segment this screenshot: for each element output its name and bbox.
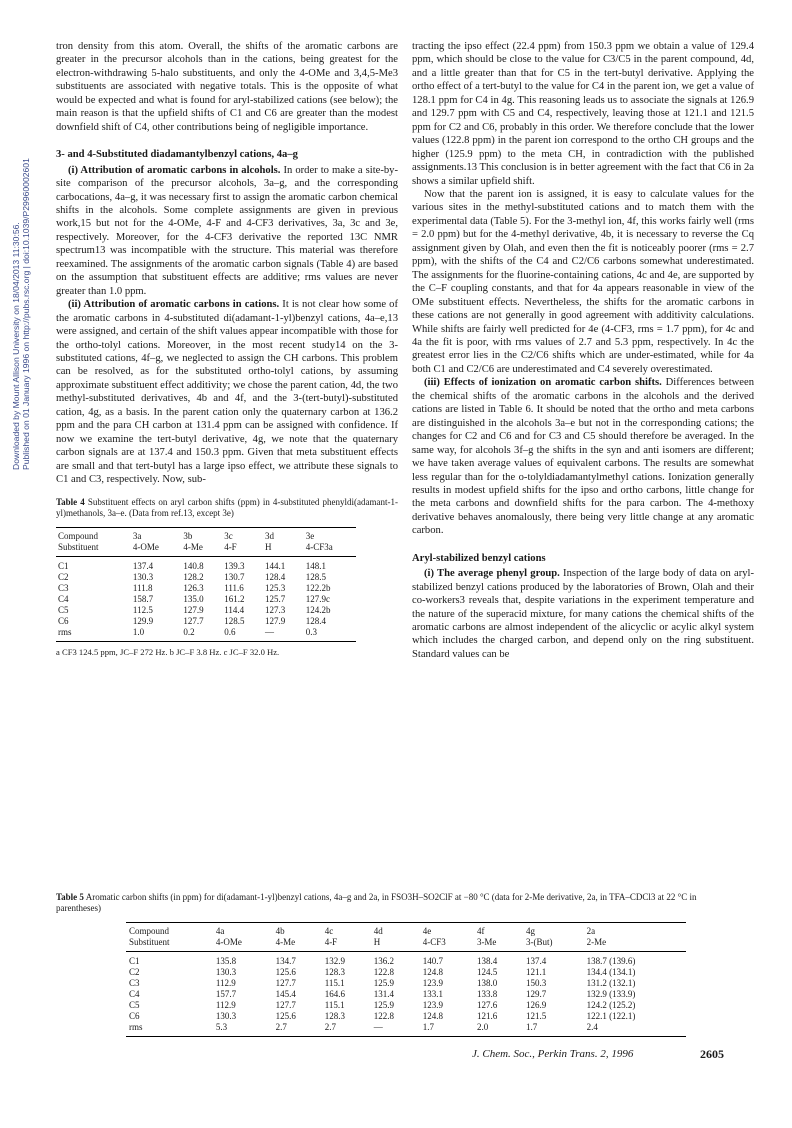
table-cell: 5.3 (213, 1022, 273, 1037)
table-header-row (56, 527, 356, 542)
paragraph-text: It is not clear how some of the aromatic carbons in 4-substituted di(adamant-1-yl)benzyl cations, 4a–e,13 were assigned, and certain of the shift values appear incompatible with those for the ortho-tolyl cations. Moreover, in the most recent study14 on the 3-substituted cations, 4f–g, we neglected to assign the CH carbons. This problem can be resolved, as for the substituted ortho-tolyl cations, by assuming approximate substituent effect additivity; we chose the parent cation, 4d, the two methyl-substituted derivatives, 4b and 4f, and the 3-(tert-butyl)-substituted cation, 4g, as a basis. In the parent cation only the quaternary carbon at 136.2 ppm and the para CH carbon at 131.4 ppm can be assigned with confidence. If now we examine the tert-butyl derivative, 4g, we note that the quaternary carbon signals are at 137.4 and 150.3 ppm. Given that meta substituent effects are small and that tert-butyl has a large ipso effect, we attribute these signals to C1 and C3, respectively. Now, sub- (56, 299, 399, 486)
paragraph (412, 567, 754, 661)
table-cell: 115.1 (324, 978, 345, 988)
table-cell: 125.7 (264, 593, 286, 604)
table-cell: 123.9 (422, 978, 443, 988)
header-cell: Compound (56, 527, 131, 542)
paragraph (56, 164, 398, 299)
table5 (126, 922, 686, 1037)
table-cell: 144.1 (264, 560, 286, 571)
header-cell: 2a (584, 923, 686, 938)
table-header-row (56, 542, 356, 557)
table-row (126, 1000, 686, 1011)
caption-text: Aromatic carbon shifts (in ppm) for di(adamant-1-yl)benzyl cations, 4a–g and 2a, in FSO3H–SO2ClF at −80 °C (data for 2-Me derivative, 2a, in TFA–CDCl3 at 22 °C in parentheses) (56, 892, 697, 913)
header-cell: 4-OMe (213, 937, 273, 952)
header-cell: 4d (371, 923, 420, 938)
table-cell: 127.7 (183, 615, 204, 626)
table-row (56, 583, 356, 594)
table-row (126, 952, 686, 968)
table-cell: 139.3 (224, 560, 245, 571)
table-cell: 111.6 (224, 582, 244, 593)
table-row (56, 594, 356, 605)
table-cell: 121.6 (476, 1011, 498, 1021)
table-row (56, 556, 356, 572)
table-cell: 136.2 (373, 956, 394, 966)
table-cell: 127.9 (183, 604, 204, 615)
row-label: C3 (58, 582, 69, 593)
header-cell: 3c (222, 527, 263, 542)
table-row (126, 1022, 686, 1037)
table-cell: 138.0 (476, 978, 498, 988)
header-cell: 4-Me (181, 542, 222, 557)
table-cell: 127.9c (305, 593, 331, 604)
table-label: Table 5 (56, 892, 84, 902)
table-cell: 128.4 (305, 615, 327, 626)
caption-text: Substituent effects on aryl carbon shifts (ppm) in 4-substituted phenyldi(adamant-1-yl)methanols, 3a–e. (Data from ref.13, except 3e) (56, 496, 398, 518)
header-cell: 4e (420, 923, 474, 938)
table-cell: 114.4 (224, 604, 245, 615)
table-cell: 127.9 (264, 615, 286, 626)
table-header-row (126, 923, 686, 938)
table-cell: — (371, 1022, 420, 1037)
paragraph: tracting the ipso effect (22.4 ppm) from 150.3 ppm we obtain a value of 129.4 ppm, which should be close to the value for C3/C5 in the parent compound, 4d, and a little greater than that for C5 in the tert-butyl derivative. Applying the ortho effect of a tert-butyl to the value for C4 in the parent ion, we get a value of 128.1 ppm for C4 in 4g. This reasoning leads us to associate the signals at 126.9 and 129.7 ppm with C5 and C4, respectively, leaving those at 121.1 and 121.5 ppm for C2 and C6, probably in this order. We therefore conclude that the lower values (122.8 ppm) in the parent ion correspond to the ortho CH groups and the higher (125.9 ppm) to the meta CH, in contradiction with the published assignments.13 This conclusion is in better agreement with the fact that C6 in 2a shows a similar upfield shift. (412, 41, 754, 187)
table-cell: 124.8 (422, 967, 443, 977)
table-cell: 124.2b (305, 604, 331, 615)
table-cell: 126.9 (525, 1000, 547, 1010)
table4 (56, 527, 356, 642)
page-number: 2605 (700, 1047, 724, 1061)
table-cell: 125.6 (275, 1011, 296, 1021)
journal-citation: J. Chem. Soc., Perkin Trans. 2, 1996 (472, 1048, 634, 1060)
header-cell: 2-Me (584, 937, 686, 952)
paragraph-text: In order to make a site-by-site comparison of the precursor alcohols, 3a–g, and the corresponding carbocations, 4a–g, it was necessary first to assign the aromatic carbon chemical shifts in the alcohols. Some complete assignments are given in previous work,15 but not for the 4-OMe, 4-F and 4-CF3 derivatives, 3a, 3c and 3e, respectively. Moreover, for the 4-CF3 derivative the reported 13C NMR spectrum13 was incompatible with the structure. This material was therefore reexamined. The assignments of the aromatic carbon signals (Table 4) are based on the assumption that substituent effects are additive; rms values are never greater than 1.0 ppm. (56, 164, 398, 297)
row-label: C3 (129, 978, 140, 988)
header-cell: H (371, 937, 420, 952)
section-heading: Aryl-stabilized benzyl cations (412, 552, 546, 564)
table-cell: 122.8 (373, 1011, 394, 1021)
header-cell: Compound (126, 923, 213, 938)
table-cell: 129.7 (525, 989, 547, 999)
row-label: rms (126, 1022, 213, 1037)
table-cell: 0.3 (304, 627, 356, 642)
download-notice: Downloaded by Mount Allison University on 18/04/2013 11:30:56. (11, 222, 21, 470)
table-cell: 128.5 (224, 615, 245, 626)
row-label: C1 (129, 956, 140, 966)
table-cell: 112.9 (215, 1000, 236, 1010)
table-cell: 131.2 (132.1) (586, 978, 636, 988)
table-cell: 138.4 (476, 956, 498, 966)
table-cell: 128.3 (324, 1011, 345, 1021)
table-cell: 161.2 (224, 593, 245, 604)
header-cell: 4-Me (273, 937, 322, 952)
header-cell: 4g (523, 923, 584, 938)
table-cell: 128.4 (264, 571, 286, 582)
table-cell: 124.2 (125.2) (586, 1000, 636, 1010)
header-cell: 4-F (322, 937, 371, 952)
row-label: C4 (129, 989, 140, 999)
table-cell: — (263, 627, 304, 642)
header-cell: 4f (474, 923, 523, 938)
table-cell: 123.9 (422, 1000, 443, 1010)
table-cell: 127.7 (275, 1000, 296, 1010)
table-cell: 122.2b (305, 582, 331, 593)
table-cell: 130.3 (215, 1011, 237, 1021)
header-cell: Substituent (126, 937, 213, 952)
table-cell: 111.8 (132, 582, 153, 593)
table-cell: 138.7 (139.6) (586, 956, 636, 966)
header-cell: 4b (273, 923, 322, 938)
paragraph (56, 298, 398, 486)
header-cell: Substituent (56, 542, 131, 557)
header-cell: 4a (213, 923, 273, 938)
table-row (126, 978, 686, 989)
table-cell: 0.6 (222, 627, 263, 642)
header-cell: 4c (322, 923, 371, 938)
table-cell: 130.7 (224, 571, 245, 582)
table-cell: 1.7 (523, 1022, 584, 1037)
table5-caption (56, 892, 732, 914)
row-label: C2 (58, 571, 69, 582)
table-cell: 0.2 (181, 627, 222, 642)
table-row (56, 627, 356, 642)
table-cell: 121.1 (525, 967, 547, 977)
table-cell: 125.6 (275, 967, 296, 977)
table5-block (56, 892, 732, 1037)
table-label: Table 4 (56, 496, 85, 507)
table-cell: 137.4 (132, 560, 154, 571)
table-cell: 164.6 (324, 989, 345, 999)
header-cell: 4-CF3 (420, 937, 474, 952)
table-cell: 134.4 (134.1) (586, 967, 636, 977)
row-label: C5 (129, 1000, 140, 1010)
table-row (126, 967, 686, 978)
table-header-row (126, 937, 686, 952)
table-row (126, 1011, 686, 1022)
table-row (56, 572, 356, 583)
table-cell: 1.7 (420, 1022, 474, 1037)
paragraph: Now that the parent ion is assigned, it is easy to calculate values for the various sites in the methyl-substituted cations and to match them with the experimental data (Table 5). For the 3-methyl ion, 4f, this works fairly well (rms = 2.0 ppm) but for the 4-methyl derivative, 4b, it is necessary to reverse the Cq assignment given by Olah, and even then the fit is noticeably poorer (rms = 2.7 ppm), with the shifts of the C4 and C2/C6 carbons somewhat underestimated. The assignments for the fluorine-containing cations, 4c and 4e, are supported by the C–F coupling constants, and that for 4a appears reasonable in view of the OMe substituent effects. Nevertheless, the shifts for the aromatic carbons in these cations are not generally in good agreement with additivity calculations. While shifts are fairly well predicted for 4e (4-CF3, rms = 1.7 ppm), for 4c and 4a the fit is poor, with rms values of 2.7 and 5.3 ppm, respectively. In 4c the greatest error lies in the C2/C6 shifts which are under-estimated, while for 4a both C1 and C2/C6 are underestimated and C4 severely overestimated. (412, 188, 754, 375)
paragraph-lead: (i) Attribution of aromatic carbons in alcohols. (68, 164, 281, 176)
header-cell: 3-(But) (523, 937, 584, 952)
table-cell: 112.9 (215, 978, 236, 988)
table-cell: 135.0 (183, 593, 204, 604)
header-cell: 3a (131, 527, 181, 542)
table-cell: 115.1 (324, 1000, 345, 1010)
row-label: C6 (58, 615, 69, 626)
table-cell: 122.1 (122.1) (586, 1011, 636, 1021)
table-cell: 150.3 (525, 978, 547, 988)
table-cell: 134.7 (275, 956, 296, 966)
table-cell: 135.8 (215, 956, 237, 966)
table5-body (126, 952, 686, 1037)
table-cell: 112.5 (132, 604, 153, 615)
left-column (56, 40, 398, 659)
table-row (56, 616, 356, 627)
row-label: rms (56, 627, 131, 642)
table-cell: 128.5 (305, 571, 327, 582)
table-cell: 124.5 (476, 967, 498, 977)
header-cell: 3b (181, 527, 222, 542)
table-cell: 148.1 (305, 560, 327, 571)
table-cell: 129.9 (132, 615, 154, 626)
table-cell: 157.7 (215, 989, 237, 999)
table-cell: 2.7 (322, 1022, 371, 1037)
right-column (412, 40, 754, 661)
paragraph-lead: (i) The average phenyl group. (424, 568, 560, 580)
table-cell: 125.3 (264, 582, 286, 593)
header-cell: 4-OMe (131, 542, 181, 557)
header-cell: 3e (304, 527, 356, 542)
download-sidebar (0, 0, 31, 1128)
row-label: C6 (129, 1011, 140, 1021)
paragraph-lead: (ii) Attribution of aromatic carbons in cations. (68, 299, 280, 311)
table4-footnote: a CF3 124.5 ppm, JC–F 272 Hz. b JC–F 3.8 Hz. c JC–F 32.0 Hz. (56, 646, 280, 657)
header-cell: H (263, 542, 304, 557)
table-cell: 137.4 (525, 956, 547, 966)
table-cell: 131.4 (373, 989, 394, 999)
header-cell: 3d (263, 527, 304, 542)
row-label: C2 (129, 967, 140, 977)
header-cell: 4-CF3a (304, 542, 356, 557)
section-heading: 3- and 4-Substituted diadamantylbenzyl cations, 4a–g (56, 149, 298, 161)
paragraph-text: Inspection of the large body of data on aryl-stabilized benzyl cations produced by the laboratories of Brown, Olah and their co-workers3 reveals that, despite variations in the experiment temperature and the nature of the superacid mixture, for many cations the chemical shifts of the aromatic carbons are almost independent of the alicyclic or acylic alkyl system which includes the charged carbon, and depend only on the ring substituent. Standard values can be (412, 568, 754, 660)
table-cell: 2.0 (474, 1022, 523, 1037)
paragraph: tron density from this atom. Overall, the shifts of the aromatic carbons are greater in the precursor alcohols than in the cations, being greatest for the electron-withdrawing 5-halo substituents, and only the 4-OMe and 3,4,5-Me3 substituents are associated with negative totals. This is the opposite of what would be expected and what is found for aryl-stabilized cations (see below); the main reason is that the upfield shifts of C1 and C6 are greater than the modest downfield shift of C4, other contributions being of negligible importance. (56, 41, 398, 133)
table-cell: 121.5 (525, 1011, 547, 1021)
publication-notice[interactable]: Published on 01 January 1996 on http://pubs.rsc.org | doi:10.1039/P29960002601 (21, 158, 31, 470)
table-cell: 145.4 (275, 989, 296, 999)
table-cell: 2.7 (273, 1022, 322, 1037)
table-cell: 2.4 (584, 1022, 686, 1037)
table-cell: 126.3 (183, 582, 204, 593)
header-cell: 3-Me (474, 937, 523, 952)
table-cell: 132.9 (133.9) (586, 989, 636, 999)
table-cell: 128.3 (324, 967, 345, 977)
table-row (56, 605, 356, 616)
table-row (126, 989, 686, 1000)
table-cell: 140.8 (183, 560, 204, 571)
table-cell: 140.7 (422, 956, 443, 966)
table-cell: 158.7 (132, 593, 154, 604)
table-cell: 133.1 (422, 989, 443, 999)
table-cell: 128.2 (183, 571, 204, 582)
row-label: C4 (58, 593, 69, 604)
row-label: C1 (58, 560, 69, 571)
table-cell: 127.6 (476, 1000, 498, 1010)
table-cell: 125.9 (373, 1000, 394, 1010)
table-cell: 130.3 (132, 571, 154, 582)
row-label: C5 (58, 604, 69, 615)
table-cell: 122.8 (373, 967, 394, 977)
table4-body (56, 556, 356, 641)
table-cell: 130.3 (215, 967, 237, 977)
table-cell: 133.8 (476, 989, 498, 999)
paragraph-lead: (iii) Effects of ionization on aromatic carbon shifts. (424, 377, 662, 389)
table-cell: 125.9 (373, 978, 394, 988)
table-cell: 132.9 (324, 956, 345, 966)
table-cell: 1.0 (131, 627, 181, 642)
table-cell: 127.3 (264, 604, 286, 615)
header-cell: 4-F (222, 542, 263, 557)
paragraph (412, 376, 754, 537)
table4-caption (56, 497, 398, 519)
paragraph-text: Differences between the chemical shifts of the aromatic carbons in the alcohols and the derived cations are listed in Table 6. It should be noted that the ortho and meta carbons are distinguished in the alcohols 3a–e but not in the corresponding cations; the changes for C2 and C6 and for C3 and C5 should therefore be averaged. In the same way, for alcohols 3f–g the shifts in the syn and anti isomers are different; we have taken average values of equivalent carbons. The results are somewhat less regular than for the o-tolyldiadamantylmethyl cations. Ionization generally results in modest upfield shifts for the ipso and ortho carbons, little change for the meta carbons and downfield shifts for the para carbon. The 4-methoxy derivative behaves anomalously, there being very little change at any aromatic carbon. (412, 377, 755, 537)
table-cell: 124.8 (422, 1011, 443, 1021)
table-cell: 127.7 (275, 978, 296, 988)
